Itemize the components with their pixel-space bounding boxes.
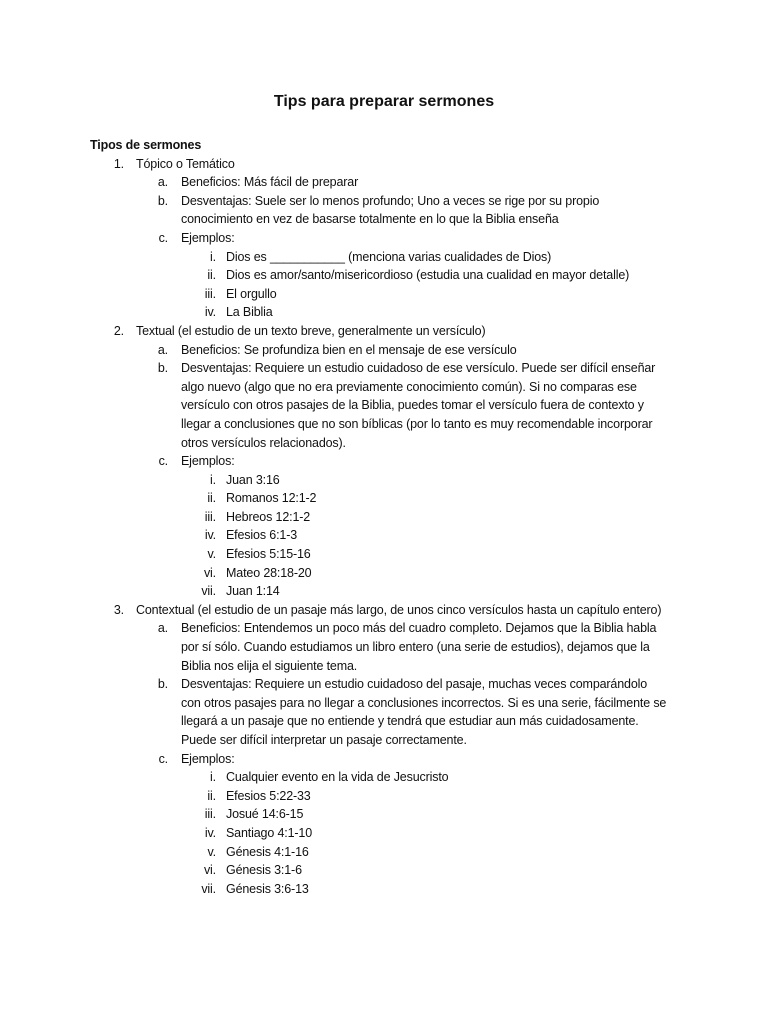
list-item-text: Efesios 5:22-33	[226, 788, 311, 803]
list-item-text: Puede ser difícil interpretar un pasaje correctamente.	[181, 733, 467, 747]
outline-line-level-3	[0, 824, 768, 843]
list-item-text: La Biblia	[226, 305, 273, 320]
outline-line-level-2	[0, 415, 768, 434]
outline-line-level-3	[0, 248, 768, 267]
outline-line-level-1	[0, 322, 768, 341]
list-marker: iv.	[204, 528, 216, 543]
list-item-text: versículo con otros pasajes de la Biblia, puedes tomar el versículo fuera de contexto y	[181, 398, 644, 413]
list-item-text: llegará a un pasaje que no entiende y tendrá que estudiar aun más cuidadosamente.	[181, 714, 639, 729]
list-marker: b.	[157, 193, 168, 208]
outline-line-level-2	[0, 694, 768, 713]
outline-line-level-3	[0, 508, 768, 527]
list-item-text: Josué 14:6-15	[226, 807, 304, 822]
list-item-text: Ejemplos:	[181, 751, 235, 766]
list-item-text: Beneficios: Más fácil de preparar	[181, 175, 359, 190]
list-item-text: Cualquier evento en la vida de Jesucristo	[226, 770, 449, 785]
outline-line-level-2	[0, 750, 768, 769]
outline-line-level-3	[0, 582, 768, 601]
list-marker: iii.	[204, 509, 216, 524]
list-marker: iv.	[204, 305, 216, 320]
outline-line-level-3	[0, 545, 768, 564]
list-marker: a.	[157, 621, 168, 636]
list-item-text: Santiago 4:1-10	[226, 825, 313, 840]
outline-line-level-2	[0, 378, 768, 397]
list-item-text: Biblia nos elija el siguiente tema.	[181, 658, 358, 673]
outline-line-level-2	[0, 434, 768, 453]
outline-line-level-3	[0, 861, 768, 880]
outline-line-level-3	[0, 843, 768, 862]
list-marker: 3.	[113, 602, 124, 617]
outline-line-level-3	[0, 880, 768, 899]
list-item-text: Hebreos 12:1-2	[226, 509, 311, 524]
list-item-text: Génesis 4:1-16	[226, 844, 309, 859]
list-marker: c.	[158, 454, 168, 469]
outline-line-level-3	[0, 489, 768, 508]
list-item-text: algo nuevo (algo que no era previamente conocimiento común). Si no comparas ese	[181, 379, 637, 394]
list-marker: vi.	[203, 565, 216, 580]
list-marker: v.	[207, 844, 216, 859]
list-marker: a.	[157, 342, 168, 357]
list-marker: b.	[157, 361, 168, 376]
list-item-text: Efesios 6:1-3	[226, 528, 298, 543]
list-marker: 1.	[113, 156, 124, 171]
list-item-text: Ejemplos:	[181, 454, 235, 469]
outline-line-level-2	[0, 341, 768, 360]
outline-line-level-3	[0, 471, 768, 490]
list-item-text: llegar a conclusiones que no son bíblicas (por lo tanto es muy recomendable incorporar	[181, 416, 653, 431]
list-marker: i.	[210, 770, 216, 785]
outline-line-level-2	[0, 619, 768, 638]
outline-line-level-2	[0, 657, 768, 676]
list-marker: vii.	[201, 584, 216, 599]
outline-line-level-3	[0, 564, 768, 583]
outline-line-level-2	[0, 712, 768, 731]
list-marker: a.	[157, 175, 168, 190]
list-marker: v.	[207, 547, 216, 562]
list-item-text: Ejemplos:	[181, 230, 235, 245]
outline-line-level-3	[0, 285, 768, 304]
list-item-text: por sí sólo. Cuando estudiamos un libro entero (una serie de estudios), dejamos que la	[181, 640, 650, 655]
outline-line-level-2	[0, 675, 768, 694]
list-item-text: otros versículos relacionados).	[181, 435, 346, 450]
list-marker: iii.	[204, 286, 216, 301]
document-title: Tips para preparar sermones	[273, 93, 495, 110]
list-marker: iii.	[204, 807, 216, 822]
list-item-text: Efesios 5:15-16	[226, 547, 311, 562]
outline	[0, 136, 768, 898]
list-item-text: Dios es amor/santo/misericordioso (estudia una cualidad en mayor detalle)	[226, 268, 630, 283]
list-item-text: Mateo 28:18-20	[226, 565, 312, 580]
list-item-text: Génesis 3:1-6	[226, 863, 302, 878]
list-marker: b.	[157, 677, 168, 692]
list-item-text: Beneficios: Se profundiza bien en el mensaje de ese versículo	[181, 342, 517, 357]
outline-line-level-3	[0, 303, 768, 322]
section-heading	[0, 136, 768, 155]
outline-line-level-2	[0, 173, 768, 192]
outline-line-level-3	[0, 266, 768, 285]
list-marker: ii.	[207, 268, 216, 283]
outline-line-level-2	[0, 229, 768, 248]
section-heading-text: Tipos de sermones	[90, 138, 202, 152]
list-marker: ii.	[207, 788, 216, 803]
list-marker: 2.	[113, 323, 124, 338]
outline-line-level-3	[0, 787, 768, 806]
list-item-text: Tópico o Temático	[136, 156, 235, 171]
outline-line-level-2	[0, 638, 768, 657]
list-item-text: Dios es ___________ (menciona varias cualidades de Dios)	[226, 249, 552, 264]
outline-line-level-2	[0, 192, 768, 211]
list-marker: ii.	[207, 491, 216, 506]
outline-line-level-1	[0, 155, 768, 174]
list-item-text: Juan 1:14	[226, 584, 280, 599]
outline-line-level-3	[0, 768, 768, 787]
outline-line-level-2	[0, 731, 768, 750]
list-marker: i.	[210, 472, 216, 487]
list-marker: i.	[210, 249, 216, 264]
outline-line-level-2	[0, 210, 768, 229]
list-item-text: Contextual (el estudio de un pasaje más largo, de unos cinco versículos hasta un capítulo entero)	[136, 602, 662, 617]
list-marker: vi.	[203, 863, 216, 878]
list-item-text: Beneficios: Entendemos un poco más del cuadro completo. Dejamos que la Biblia habla	[181, 621, 657, 636]
list-item-text: Juan 3:16	[226, 472, 280, 487]
outline-line-level-2	[0, 396, 768, 415]
list-marker: vii.	[201, 881, 216, 896]
list-item-text: Desventajas: Requiere un estudio cuidadoso del pasaje, muchas veces comparándolo	[181, 677, 648, 692]
list-item-text: Desventajas: Suele ser lo menos profundo; Uno a veces se rige por su propio	[181, 193, 600, 208]
outline-line-level-3	[0, 526, 768, 545]
outline-line-level-3	[0, 805, 768, 824]
list-marker: c.	[158, 230, 168, 245]
outline-line-level-2	[0, 452, 768, 471]
list-item-text: conocimiento en vez de basarse totalmente en lo que la Biblia enseña	[181, 212, 559, 227]
list-item-text: El orgullo	[226, 286, 277, 301]
list-item-text: Génesis 3:6-13	[226, 881, 309, 896]
outline-line-level-2	[0, 359, 768, 378]
list-item-text: con otros pasajes para no llegar a conclusiones incorrectos. Si es una serie, fácilmente se	[181, 695, 667, 710]
list-item-text: Desventajas: Requiere un estudio cuidadoso de ese versículo. Puede ser difícil enseñar	[181, 361, 656, 376]
list-item-text: Romanos 12:1-2	[226, 491, 317, 506]
list-marker: iv.	[204, 825, 216, 840]
outline-line-level-1	[0, 601, 768, 620]
list-item-text: Textual (el estudio de un texto breve, generalmente un versículo)	[136, 323, 486, 338]
list-marker: c.	[158, 751, 168, 766]
